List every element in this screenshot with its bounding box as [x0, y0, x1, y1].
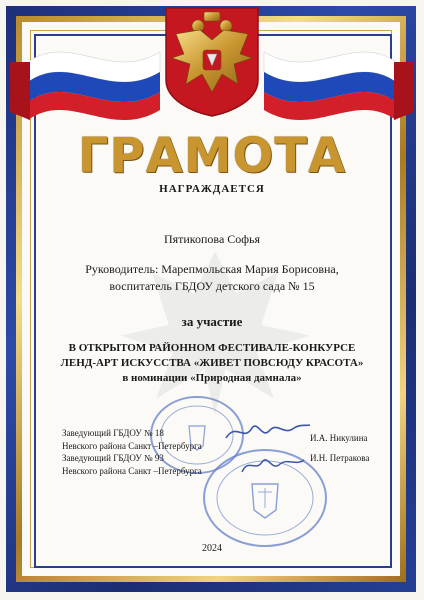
signer-1-name: И.А. Никулина — [310, 433, 368, 443]
festival-description — [0, 341, 424, 386]
signer-2-role-line-2: Невского района Санкт –Петербурга — [62, 466, 202, 476]
leader-line-2: воспитатель ГБДОУ детского сада № 15 — [109, 279, 315, 293]
leader-info — [0, 261, 424, 295]
for-participation-label: за участие — [181, 314, 243, 329]
signature-icon-1 — [222, 416, 312, 446]
signer-2-name: И.Н. Петракова — [310, 453, 370, 463]
recipient-name: Пятикопова Софья — [163, 232, 261, 246]
festival-line-1: В ОТКРЫТОМ РАЙОННОМ ФЕСТИВАЛЕ-КОНКУРСЕ — [68, 342, 356, 354]
signer-1-role — [62, 427, 202, 453]
year: 2024 — [202, 543, 222, 554]
double-headed-eagle-emblem-icon — [160, 0, 264, 118]
leader-line-1: Руководитель: Марепмольская Мария Борисовна, — [85, 262, 339, 276]
signature-icon-2 — [238, 452, 308, 478]
certificate-title: ГРАМОТА — [77, 128, 347, 184]
signer-1-role-line-2: Невского района Санкт –Петербурга — [62, 441, 202, 451]
awarded-label: НАГРАЖДАЕТСЯ — [159, 183, 265, 195]
festival-line-2: ЛЕНД-АРТ ИСКУССТВА «ЖИВЕТ ПОВСЮДУ КРАСОТА» — [60, 357, 364, 369]
signer-2-role-line-1: Заведующий ГБДОУ № 93 — [62, 453, 164, 463]
festival-line-3: в номинации «Природная дамнала» — [122, 372, 302, 384]
signer-1-role-line-1: Заведующий ГБДОУ № 18 — [62, 428, 164, 438]
signer-2-role — [62, 452, 202, 478]
